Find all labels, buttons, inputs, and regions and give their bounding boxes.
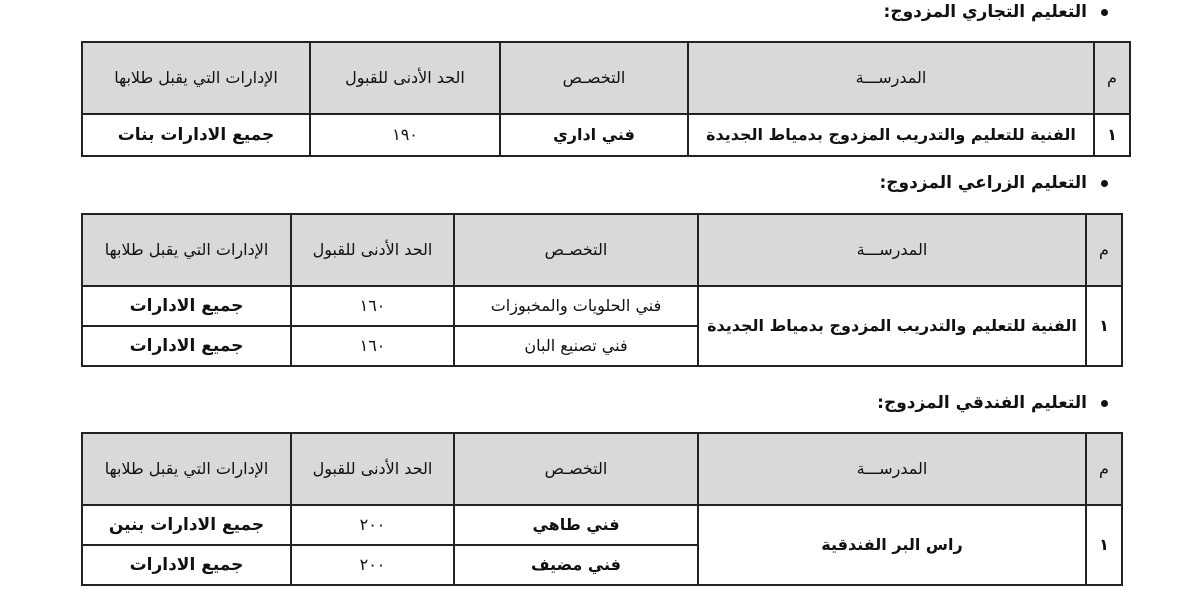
section-title: التعليم التجاري المزدوج:	[883, 2, 1087, 22]
section-heading-hotel	[877, 393, 1108, 413]
table-header-row	[82, 433, 1122, 505]
section-title: التعليم الفندقي المزدوج:	[877, 393, 1087, 413]
row-departments: جميع الادارات	[82, 545, 291, 585]
header-school: المدرســـة	[688, 42, 1094, 114]
header-num: م	[1094, 42, 1130, 114]
table-row	[82, 114, 1130, 156]
row-specialization: فني مضيف	[454, 545, 698, 585]
bullet-icon	[1101, 400, 1108, 407]
table-header-row	[82, 42, 1130, 114]
row-specialization: فني تصنيع البان	[454, 326, 698, 366]
header-specialization: التخصـص	[454, 214, 698, 286]
header-departments: الإدارات التي يقبل طلابها	[82, 214, 291, 286]
row-specialization: فني اداري	[500, 114, 688, 156]
section-heading-commercial	[884, 2, 1108, 22]
section-heading-agricultural	[879, 173, 1108, 193]
row-school: راس البر الفندقية	[698, 505, 1086, 585]
header-specialization: التخصـص	[454, 433, 698, 505]
row-departments: جميع الادارات بنات	[82, 114, 310, 156]
table-row	[82, 505, 1122, 545]
header-specialization: التخصـص	[500, 42, 688, 114]
header-school: المدرســـة	[698, 433, 1086, 505]
bullet-icon	[1101, 9, 1108, 16]
row-num: ١	[1086, 505, 1122, 585]
row-departments: جميع الادارات بنين	[82, 505, 291, 545]
header-num: م	[1086, 433, 1122, 505]
row-school: الفنية للتعليم والتدريب المزدوج بدمياط الجديدة	[688, 114, 1094, 156]
row-min-score: ١٦٠	[291, 286, 454, 326]
row-specialization: فني طاهي	[454, 505, 698, 545]
header-min-score: الحد الأدنى للقبول	[310, 42, 500, 114]
row-min-score: ٢٠٠	[291, 505, 454, 545]
header-min-score: الحد الأدنى للقبول	[291, 433, 454, 505]
hotel-table	[81, 432, 1123, 586]
row-min-score: ١٩٠	[310, 114, 500, 156]
table-header-row	[82, 214, 1122, 286]
header-departments: الإدارات التي يقبل طلابها	[82, 42, 310, 114]
row-departments: جميع الادارات	[82, 326, 291, 366]
header-school: المدرســـة	[698, 214, 1086, 286]
header-num: م	[1086, 214, 1122, 286]
section-title: التعليم الزراعي المزدوج:	[879, 173, 1087, 193]
table-row	[82, 286, 1122, 326]
row-min-score: ٢٠٠	[291, 545, 454, 585]
agricultural-table	[81, 213, 1123, 367]
commercial-table	[81, 41, 1131, 157]
row-school: الفنية للتعليم والتدريب المزدوج بدمياط الجديدة	[698, 286, 1086, 366]
row-specialization: فني الحلويات والمخبوزات	[454, 286, 698, 326]
row-departments: جميع الادارات	[82, 286, 291, 326]
header-min-score: الحد الأدنى للقبول	[291, 214, 454, 286]
row-num: ١	[1094, 114, 1130, 156]
bullet-icon	[1101, 180, 1108, 187]
row-num: ١	[1086, 286, 1122, 366]
header-departments: الإدارات التي يقبل طلابها	[82, 433, 291, 505]
row-min-score: ١٦٠	[291, 326, 454, 366]
